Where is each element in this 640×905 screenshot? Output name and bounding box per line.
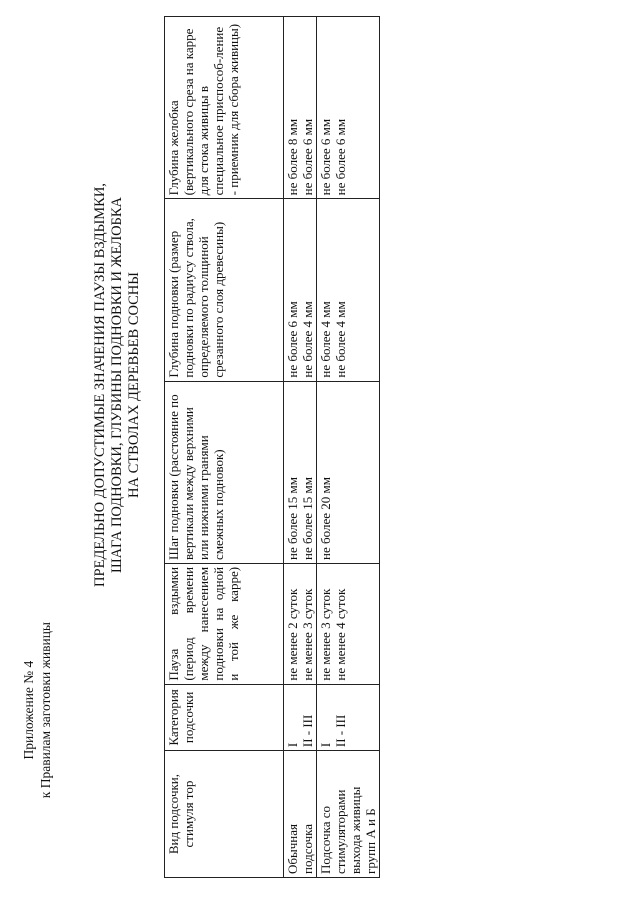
header-groove: Глубина желобка (вертикального среза на карре для стока живицы в специальное приспособ-ление - приемник для сбора живицы) xyxy=(165,17,284,199)
title-line-3: НА СТВОЛАХ ДЕРЕВЬЕВ СОСНЫ xyxy=(126,272,142,498)
cell-pause xyxy=(317,563,380,684)
cell-pause xyxy=(284,563,317,684)
appendix-number: Приложение № 4 xyxy=(21,660,36,760)
cell-tapping-type xyxy=(317,751,380,878)
title-line-1: ПРЕДЕЛЬНО ДОПУСТИМЫЕ ЗНАЧЕНИЯ ПАУЗЫ ВЗДЫМКИ, xyxy=(92,183,108,587)
header-category: Категория подсочки xyxy=(165,684,284,751)
cell-line: не более 15 мм xyxy=(285,477,300,560)
header-step: Шаг подновки (расстояние по вертикали между верхними или нижними гранями смежных подновок) xyxy=(165,381,284,563)
cell-line: не более 4 мм xyxy=(318,301,333,378)
header-tapping-type: Вид подсочки, стимуля тор xyxy=(165,751,284,878)
cell-line: не более 15 мм xyxy=(300,477,315,560)
cell-line: не менее 4 суток xyxy=(333,588,348,681)
cell-line: II - III xyxy=(333,714,348,748)
cell-line: групп А и Б xyxy=(363,808,378,874)
cell-line: не более 4 мм xyxy=(333,301,348,378)
table-row xyxy=(317,17,380,878)
cell-depth xyxy=(317,199,380,381)
cell-line: I xyxy=(285,742,300,748)
cell-line: II - III xyxy=(300,714,315,748)
cell-depth xyxy=(284,199,317,381)
cell-line: не менее 2 суток xyxy=(285,588,300,681)
limits-table xyxy=(164,16,380,878)
cell-line: не более 6 мм xyxy=(285,301,300,378)
cell-step xyxy=(317,381,380,563)
table-header-row xyxy=(165,17,284,878)
title-line-2: ШАГА ПОДНОВКИ, ГЛУБИНЫ ПОДНОВКИ И ЖЕЛОБКА xyxy=(109,196,125,574)
cell-line: I xyxy=(318,742,333,748)
table-row xyxy=(284,17,317,878)
cell-category xyxy=(317,684,380,751)
cell-line: подсочка xyxy=(300,823,315,874)
cell-line: выхода живицы xyxy=(348,786,363,874)
cell-line: не менее 3 суток xyxy=(318,588,333,681)
document-title xyxy=(92,5,143,765)
header-depth: Глубина подновки (размер подновки по радиусу ствола, определяемого толщиной срезанного слоя древесины) xyxy=(165,199,284,381)
cell-tapping-type xyxy=(284,751,317,878)
cell-line: не более 20 мм xyxy=(318,477,333,560)
cell-category xyxy=(284,684,317,751)
cell-line: Подсочка со xyxy=(318,805,333,874)
cell-line: стимуляторами xyxy=(333,789,348,874)
cell-line: не более 8 мм xyxy=(285,118,300,196)
cell-line: не более 6 мм xyxy=(333,118,348,196)
header-pause: Пауза вздымки (период времени между нанесением подновки на одной и той же карре) xyxy=(165,563,284,684)
cell-step xyxy=(284,381,317,563)
appendix-header xyxy=(20,622,54,798)
cell-line: не более 6 мм xyxy=(318,118,333,196)
cell-groove xyxy=(284,17,317,199)
cell-line: не более 6 мм xyxy=(300,118,315,196)
cell-line: не более 4 мм xyxy=(300,301,315,378)
cell-line: не менее 3 суток xyxy=(300,588,315,681)
appendix-subtitle: к Правилам заготовки живицы xyxy=(38,622,53,799)
cell-groove xyxy=(317,17,380,199)
cell-line: Обычная xyxy=(285,824,300,874)
